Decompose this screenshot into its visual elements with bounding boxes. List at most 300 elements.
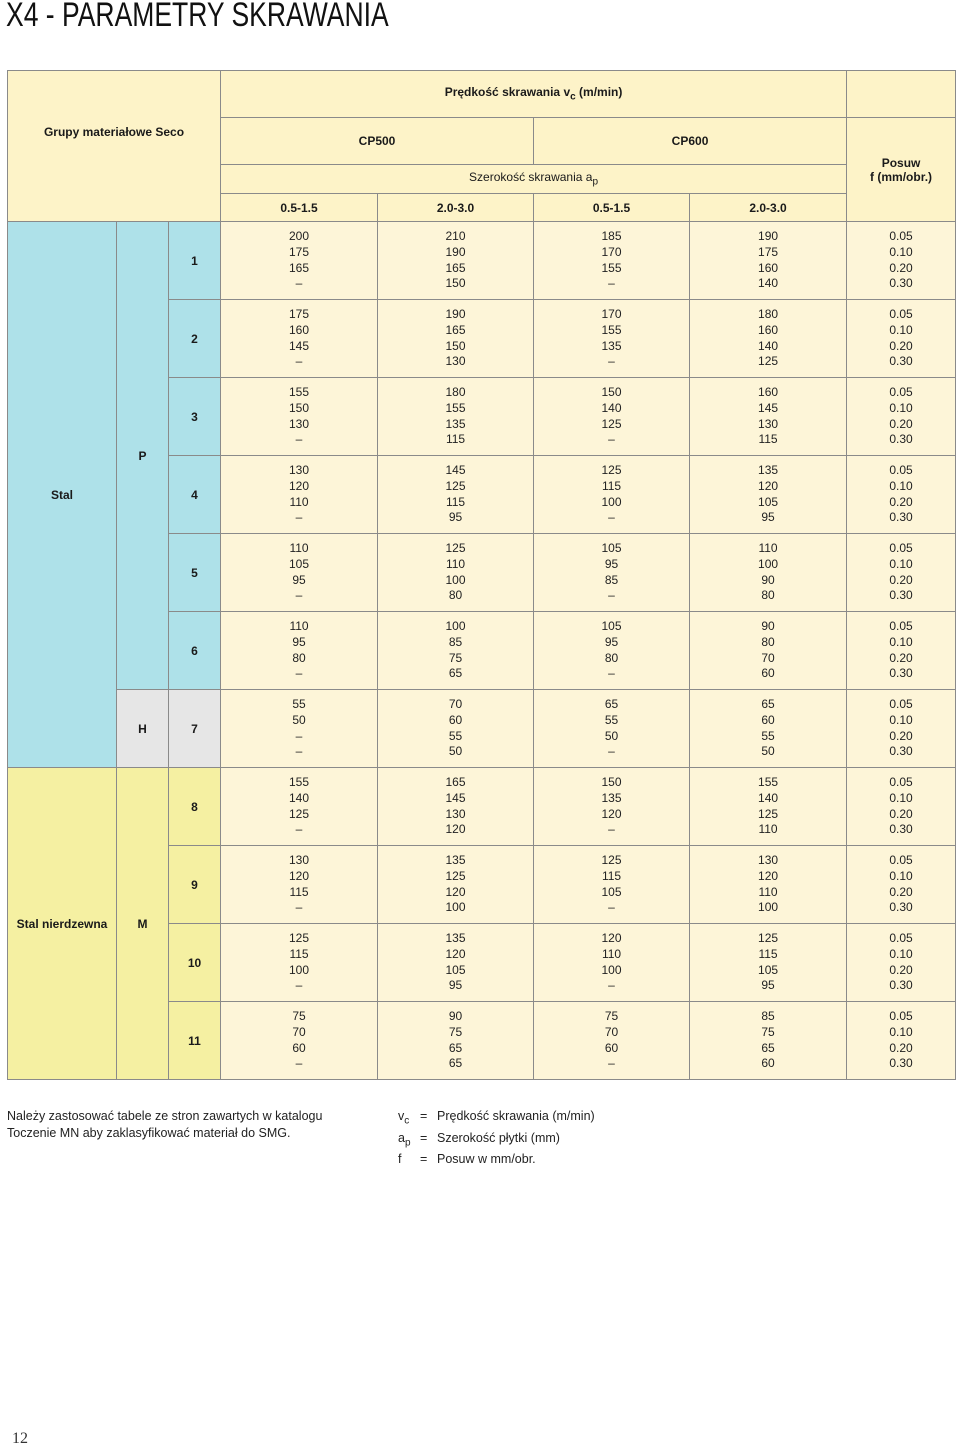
value: 145 [289,338,310,353]
value: 0.20 [889,1040,913,1055]
value: 155 [289,385,310,400]
value: 140 [758,276,779,291]
smg-group-number: 11 [169,1002,221,1080]
value: 50 [292,712,306,727]
value: 0.05 [889,775,913,790]
value: 0.10 [889,946,913,961]
value: 0.30 [889,1056,913,1071]
value: 110 [289,494,309,509]
feed-values [847,690,956,768]
feed-values [847,534,956,612]
iso-group-p: P [117,222,169,690]
value: 65 [761,697,775,712]
value: 0.05 [889,619,913,634]
value: 145 [445,463,466,478]
value: 130 [289,416,310,431]
col-header-cp600-large: 2.0-3.0 [690,194,847,222]
speed-cp600-large-width [690,456,847,534]
value: 0.30 [889,276,913,291]
value: – [608,510,615,525]
value: 90 [448,1009,463,1024]
value: 80 [761,588,775,603]
smg-group-number: 9 [169,846,221,924]
value: 0.10 [889,478,913,493]
speed-cp600-large-width [690,924,847,1002]
value: 150 [289,400,310,415]
value: 65 [604,697,619,712]
speed-cp500-large-width [378,1002,534,1080]
value: 180 [445,385,466,400]
smg-group-number: 10 [169,924,221,1002]
smg-group-number: 5 [169,534,221,612]
value: 170 [601,307,622,322]
value: 0.10 [889,244,913,259]
value: 120 [758,868,779,883]
speed-cp600-large-width [690,612,847,690]
value: – [608,432,615,447]
value: 105 [601,619,622,634]
value: 55 [292,697,306,712]
value: – [295,1056,303,1071]
legend-item: f = Posuw w mm/obr. [398,1152,536,1166]
value: 110 [758,822,778,837]
value: 60 [761,1056,775,1071]
value: 0.30 [889,354,913,369]
value: 120 [758,478,779,493]
value: 0.10 [889,790,913,805]
speed-cp500-large-width [378,768,534,846]
speed-cp500-small-width [221,690,378,768]
value: 130 [289,853,310,868]
speed-cp500-small-width [221,222,378,300]
speed-cp600-large-width [690,300,847,378]
value: 150 [445,338,466,353]
smg-group-number: 6 [169,612,221,690]
speed-cp500-large-width [378,534,534,612]
value: 155 [289,775,310,790]
value: 135 [758,463,779,478]
feed-header-top [847,71,956,118]
value: 130 [289,463,310,478]
value: 125 [445,868,466,883]
iso-group-m: M [117,768,169,1080]
value: 0.20 [889,338,913,353]
value: – [295,728,303,743]
value: 0.30 [889,432,913,447]
value: – [295,432,303,447]
value: 125 [601,853,622,868]
value: – [295,978,303,993]
value: 95 [292,572,306,587]
value: 0.20 [889,806,913,821]
value: 190 [445,244,466,259]
material-stal: Stal [8,222,117,768]
speed-cp500-small-width [221,378,378,456]
page-number: 12 [12,1430,28,1447]
value: 0.10 [889,868,913,883]
value: 0.10 [889,634,913,649]
speed-cp500-small-width [221,768,378,846]
value: 0.20 [889,650,913,665]
smg-group-number: 2 [169,300,221,378]
value: – [608,588,615,603]
value: – [608,354,615,369]
smg-group-number: 4 [169,456,221,534]
value: 0.05 [889,385,913,400]
feed-values [847,768,956,846]
value: 110 [758,884,778,899]
value: 105 [758,494,779,509]
feed-values [847,612,956,690]
value: 100 [601,494,622,509]
value: 0.05 [889,853,913,868]
speed-cp600-large-width [690,534,847,612]
feed-header: Posuw f (mm/obr.) [847,118,956,222]
value: 150 [445,276,466,291]
value: – [295,744,303,759]
value: 155 [445,400,466,415]
value: 105 [601,541,622,556]
table-row [8,222,956,300]
value: 55 [604,712,619,727]
speed-cp500-small-width [221,924,378,1002]
value: 135 [445,853,466,868]
value: 90 [761,572,775,587]
value: – [608,744,615,759]
speed-cp600-large-width [690,222,847,300]
cutting-parameters-table [7,70,956,1080]
grade-cp500: CP500 [221,118,534,165]
value: 0.05 [889,697,913,712]
speed-cp600-small-width [534,378,690,456]
value: 110 [289,541,309,556]
speed-cp500-small-width [221,1002,378,1080]
col-header-cp500-small: 0.5-1.5 [221,194,378,222]
note-line: Toczenie MN aby zaklasyfikować materiał do SMG. [7,1126,291,1140]
grade-cp600: CP600 [534,118,847,165]
speed-cp600-large-width [690,768,847,846]
value: – [608,666,615,681]
value: 115 [601,478,622,493]
value: 180 [758,307,779,322]
value: 150 [601,385,622,400]
value: 0.30 [889,666,913,681]
value: 95 [761,510,775,525]
speed-cp500-large-width [378,456,534,534]
value: – [608,1056,615,1071]
value: 125 [289,806,310,821]
note-line: Należy zastosować tabele ze stron zawartych w katalogu [7,1109,323,1123]
value: 120 [445,884,466,899]
value: 65 [761,1040,775,1055]
value: 0.05 [889,229,913,244]
value: 115 [289,884,309,899]
value: 115 [758,432,778,447]
value: 125 [601,416,622,431]
value: 105 [758,962,779,977]
value: 125 [758,354,779,369]
value: 155 [758,775,779,790]
cutting-width-header: Szerokość skrawania $a_p$ [221,165,847,194]
value: 145 [758,400,779,415]
value: 55 [448,728,463,743]
value: 0.05 [889,463,913,478]
value: – [295,510,303,525]
value: 155 [601,322,622,337]
speed-cp500-large-width [378,846,534,924]
value: 155 [601,260,622,275]
value: 140 [758,338,779,353]
speed-cp500-large-width [378,222,534,300]
value: 125 [445,478,466,493]
legend-item: $a_p$ = Szerokość płytki (mm) [398,1130,560,1148]
value: 125 [445,541,466,556]
value: 125 [289,931,310,946]
value: 85 [604,572,619,587]
value: 160 [758,385,779,400]
speed-cp600-small-width [534,534,690,612]
groups-header-top [8,71,221,165]
value: 130 [445,806,466,821]
value: 0.30 [889,822,913,837]
speed-cp600-small-width [534,612,690,690]
value: 0.05 [889,541,913,556]
value: 75 [448,1024,463,1039]
value: 0.05 [889,931,913,946]
value: 140 [601,400,622,415]
value: 115 [601,868,622,883]
speed-cp600-small-width [534,1002,690,1080]
speed-cp500-large-width [378,690,534,768]
feed-values [847,1002,956,1080]
speed-cp600-large-width [690,378,847,456]
value: 0.20 [889,884,913,899]
feed-values [847,222,956,300]
speed-cp600-small-width [534,690,690,768]
feed-values [847,300,956,378]
col-header-cp500-large: 2.0-3.0 [378,194,534,222]
value: 0.30 [889,744,913,759]
value: 115 [445,432,466,447]
value: 115 [758,946,778,961]
speed-cp500-small-width [221,456,378,534]
value: 95 [448,978,463,993]
legend-item: $v_c$ = Prędkość skrawania (m/min) [398,1109,595,1127]
value: 120 [445,946,466,961]
page-title: X4 - PARAMETRY SKRAWANIA [6,0,389,34]
value: – [295,354,303,369]
value: 100 [445,572,466,587]
value: 110 [601,946,622,961]
value: 50 [761,744,775,759]
feed-values [847,378,956,456]
value: – [608,978,615,993]
value: 130 [758,853,779,868]
value: 140 [758,790,779,805]
value: 120 [601,931,622,946]
value: 80 [448,588,463,603]
value: 60 [761,666,775,681]
material-stal-nierdzewna: Stal nierdzewna [8,768,117,1080]
value: 70 [448,697,463,712]
value: 105 [601,884,622,899]
value: 210 [445,229,466,244]
value: – [608,900,615,915]
col-header-cp600-small: 0.5-1.5 [534,194,690,222]
value: 0.30 [889,900,913,915]
value: 75 [448,650,463,665]
speed-cp500-small-width [221,534,378,612]
feed-values [847,924,956,1002]
value: 175 [289,244,310,259]
value: 0.20 [889,572,913,587]
value: 85 [448,634,463,649]
value: 75 [604,1009,619,1024]
value: 65 [448,1056,463,1071]
value: 140 [289,790,310,805]
value: 0.20 [889,416,913,431]
speed-cp500-large-width [378,378,534,456]
value: 0.05 [889,307,913,322]
value: 80 [761,634,775,649]
value: 145 [445,790,466,805]
value: 170 [601,244,622,259]
value: 100 [758,900,779,915]
value: – [295,666,303,681]
value: 120 [601,806,622,821]
value: 60 [448,712,463,727]
value: 135 [601,338,622,353]
value: 0.20 [889,260,913,275]
value: 80 [292,650,306,665]
value: 175 [758,244,779,259]
value: 95 [761,978,775,993]
value: 55 [761,728,775,743]
value: 70 [604,1024,619,1039]
feed-values [847,846,956,924]
value: 0.10 [889,712,913,727]
value: 190 [445,307,466,322]
value: 100 [758,556,779,571]
value: 95 [292,634,306,649]
value: 135 [445,931,466,946]
value: 105 [289,556,310,571]
value: 60 [604,1040,619,1055]
speed-cp600-small-width [534,300,690,378]
feed-values [847,456,956,534]
smg-group-number: 7 [169,690,221,768]
speed-cp500-small-width [221,612,378,690]
value: 105 [445,962,466,977]
value: 115 [445,494,466,509]
value: 120 [445,822,466,837]
smg-group-number: 8 [169,768,221,846]
legend [398,1108,595,1173]
speed-cp600-large-width [690,1002,847,1080]
value: 0.10 [889,556,913,571]
value: 75 [292,1009,306,1024]
value: 120 [289,868,310,883]
value: 175 [289,307,310,322]
value: – [608,822,615,837]
speed-cp600-small-width [534,768,690,846]
value: 85 [761,1009,775,1024]
value: 50 [448,744,463,759]
speed-cp600-small-width [534,846,690,924]
value: – [295,588,303,603]
table-row [8,768,956,846]
value: – [608,276,615,291]
speed-cp500-large-width [378,612,534,690]
value: 0.20 [889,494,913,509]
value: 0.20 [889,962,913,977]
speed-cp500-large-width [378,924,534,1002]
speed-cp500-small-width [221,300,378,378]
value: 0.10 [889,400,913,415]
speed-cp600-large-width [690,690,847,768]
value: 100 [445,619,466,634]
value: 150 [601,775,622,790]
value: 90 [761,619,775,634]
value: 165 [445,322,466,337]
value: 0.10 [889,1024,913,1039]
value: 75 [761,1024,775,1039]
value: 60 [761,712,775,727]
value: 165 [289,260,310,275]
value: 65 [448,1040,463,1055]
iso-group-h: H [117,690,169,768]
value: – [295,276,303,291]
value: 95 [604,634,619,649]
speed-cp500-small-width [221,846,378,924]
value: 95 [604,556,619,571]
value: 100 [289,962,310,977]
value: 130 [758,416,779,431]
value: 100 [445,900,466,915]
value: 160 [289,322,310,337]
value: 165 [445,260,466,275]
value: 165 [445,775,466,790]
value: 70 [292,1024,306,1039]
value: 60 [292,1040,306,1055]
value: – [295,900,303,915]
value: 110 [289,619,309,634]
notes [7,1108,322,1142]
value: 100 [601,962,622,977]
value: 110 [445,556,466,571]
value: 0.30 [889,588,913,603]
value: 65 [448,666,463,681]
value: 185 [601,229,622,244]
value: – [295,822,303,837]
value: 135 [445,416,466,431]
value: 80 [604,650,619,665]
value: 125 [601,463,622,478]
value: 125 [758,806,779,821]
value: 190 [758,229,779,244]
table-row [8,690,956,768]
speed-cp600-small-width [534,924,690,1002]
value: 160 [758,260,779,275]
speed-cp600-small-width [534,456,690,534]
value: 200 [289,229,310,244]
value: 0.30 [889,978,913,993]
smg-group-number: 1 [169,222,221,300]
speed-cp500-large-width [378,300,534,378]
material-groups-header: Grupy materiałowe Seco [8,165,221,222]
value: 110 [758,541,778,556]
speed-cp600-small-width [534,222,690,300]
